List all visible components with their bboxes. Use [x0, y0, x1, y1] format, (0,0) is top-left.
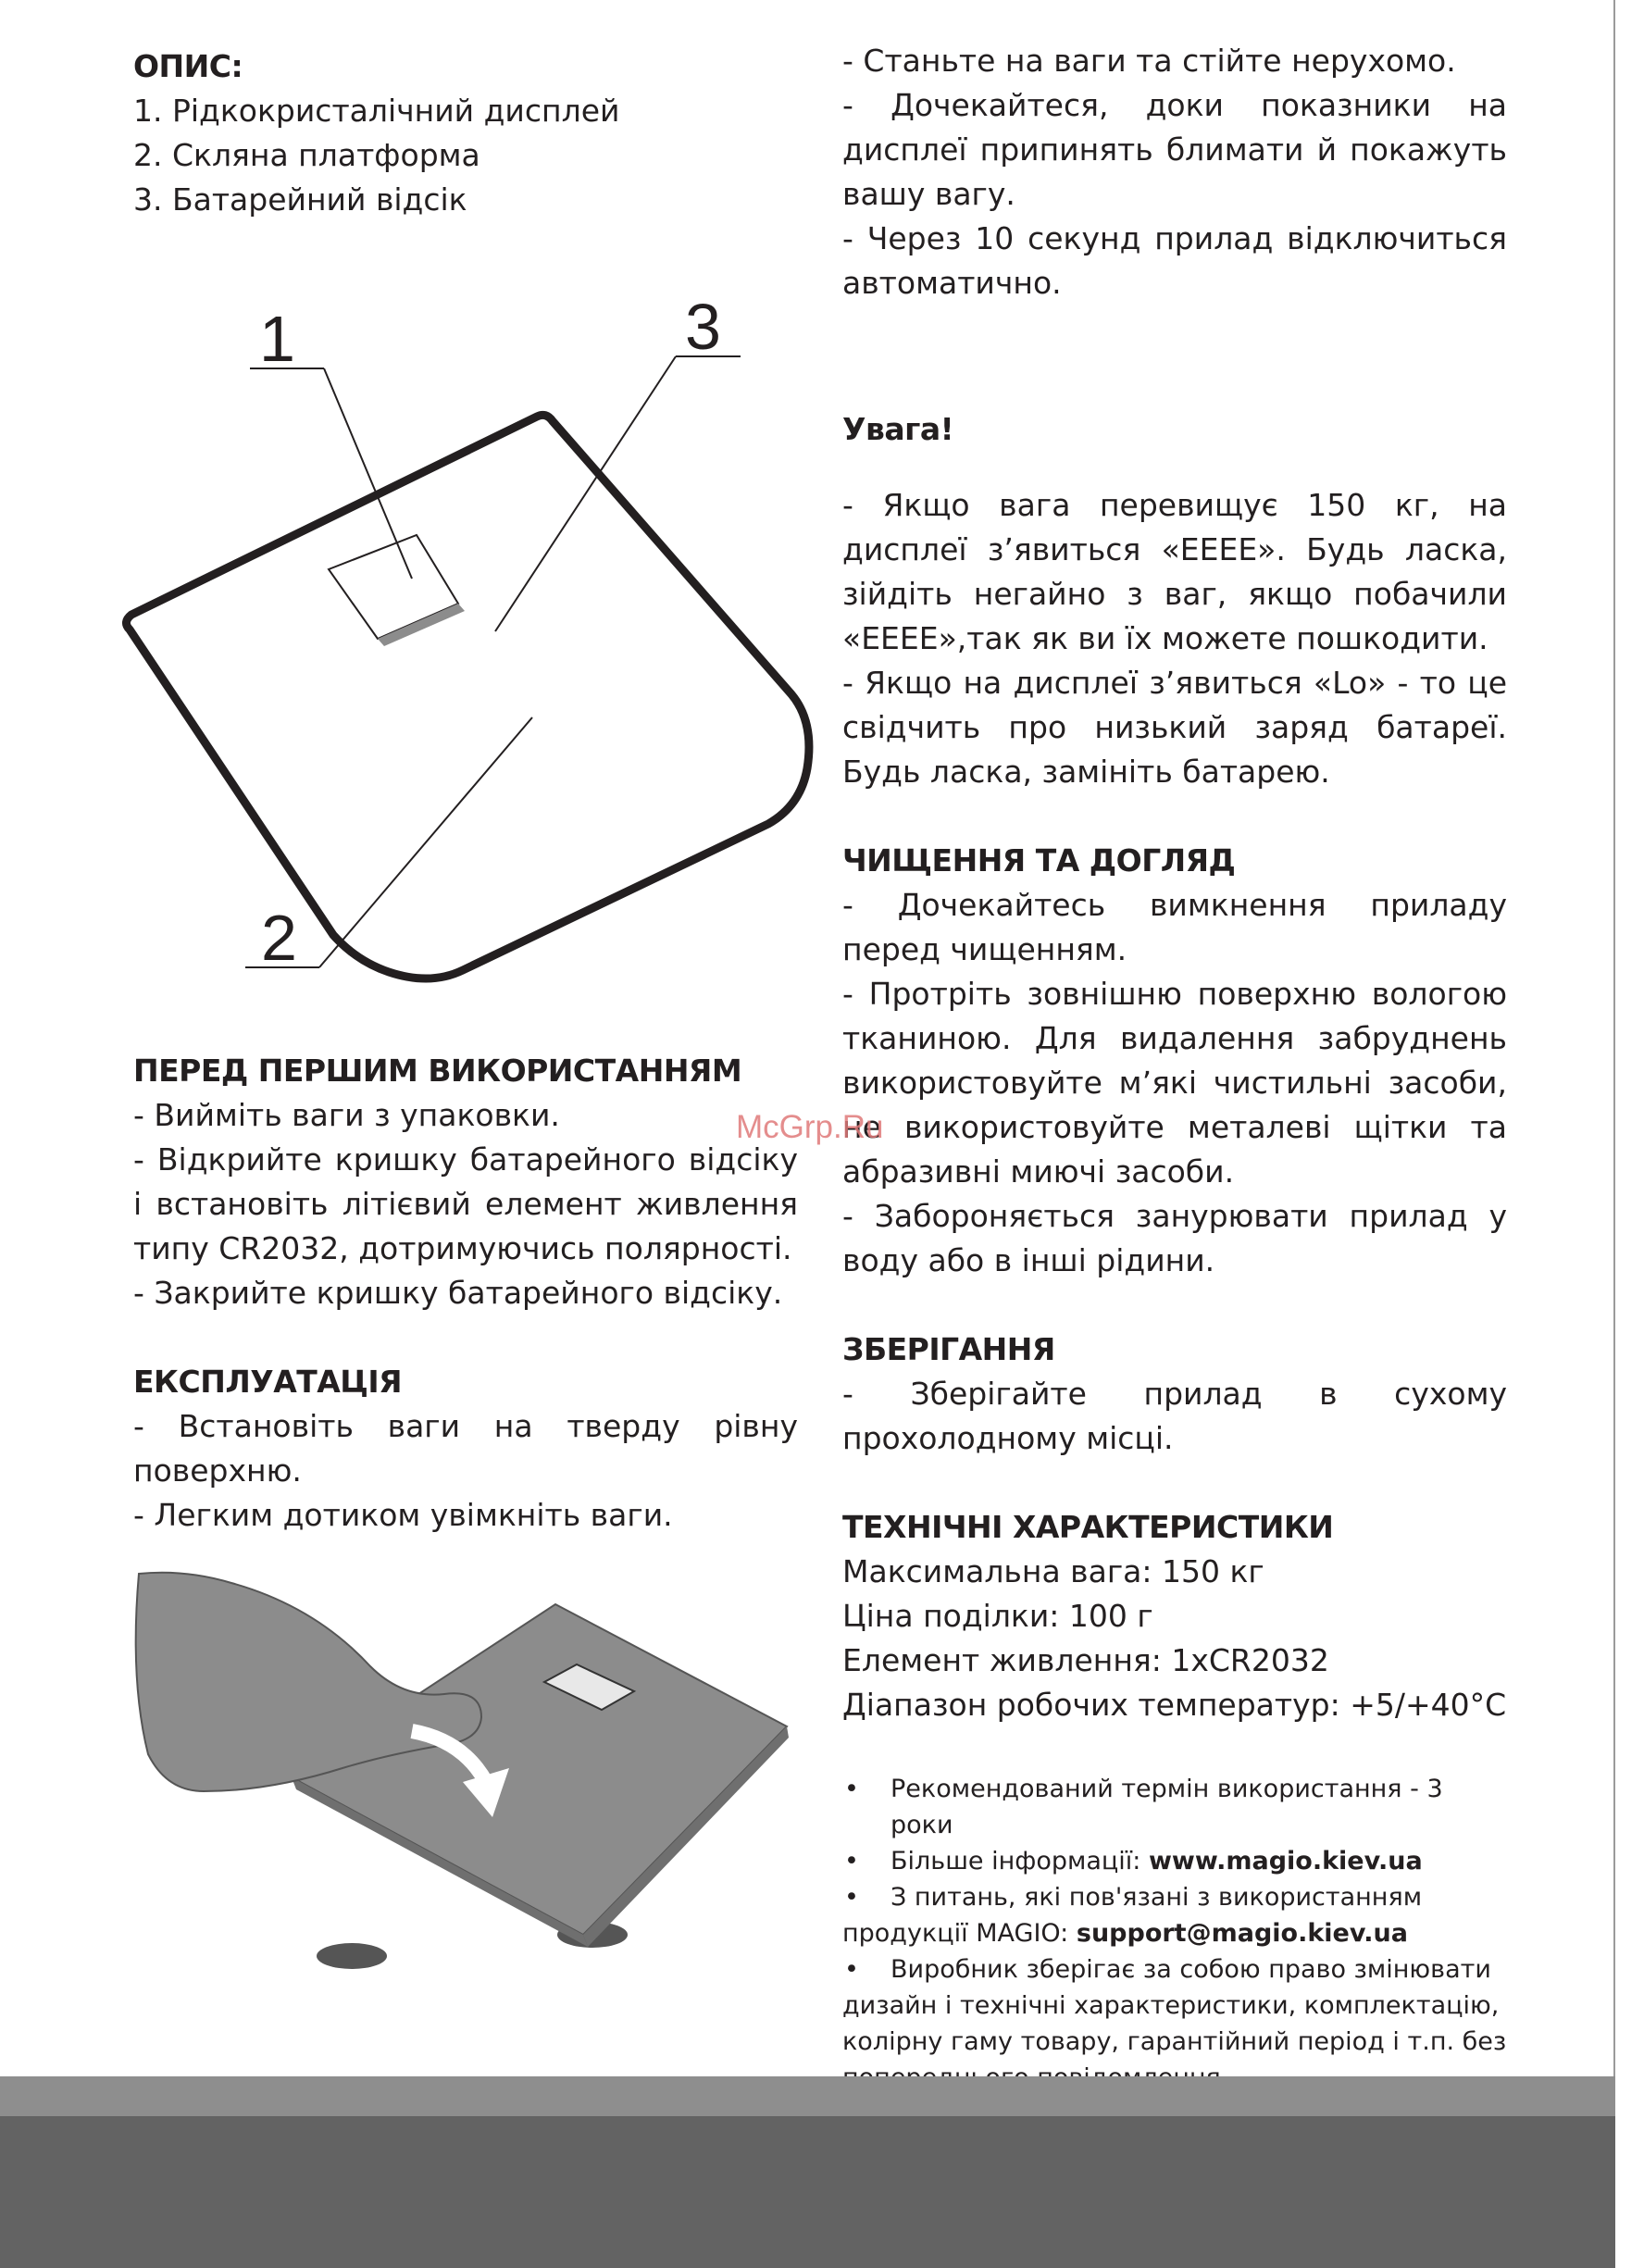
- label-3: 3: [685, 291, 721, 363]
- warning-section: [842, 407, 1507, 1727]
- note-item: [842, 1843, 1507, 1879]
- specs-title: ТЕХНІЧНІ ХАРАКТЕРИСТИКИ: [842, 1509, 1334, 1545]
- scale-platform: [292, 1604, 787, 1935]
- notes-section: [842, 1771, 1507, 2096]
- description-section: [133, 44, 798, 222]
- spec-row: Максимальна вага: 150 кг: [842, 1553, 1264, 1589]
- spec-row: Ціна поділки: 100 г: [842, 1598, 1153, 1634]
- cleaning-item: - Протріть зовнішню поверхню вологою тканиною. Для видалення забруднень використовуйте м’які чистильні засоби, не використовуйте металеві щітки та абразивні миючі засоби.: [842, 976, 1507, 1190]
- label-2: 2: [261, 902, 297, 974]
- note-item: • Виробник зберігає за собою право змінювати: [842, 1951, 1507, 1988]
- watermark: McGrp.Ru: [736, 1109, 884, 1145]
- support-email-link[interactable]: support@magio.kiev.ua: [1076, 1919, 1408, 1948]
- website-link[interactable]: www.magio.kiev.ua: [1148, 1847, 1423, 1875]
- leader-line-2: [319, 717, 532, 967]
- foot-on-scale-illustration: [130, 1569, 796, 1976]
- description-item: 1. Рідкокристалічний дисплей: [133, 93, 620, 129]
- usage-step: - Станьте на ваги та стійте нерухомо.: [842, 43, 1456, 79]
- spec-row: Елемент живлення: 1xCR2032: [842, 1642, 1329, 1678]
- description-item: 2. Скляна платформа: [133, 137, 480, 173]
- description-title: ОПИС:: [133, 48, 243, 84]
- warning-item: - Якщо вага перевищує 150 кг, на дисплеї з’явиться «EEEE». Будь ласка, зійдіть негайно з ваг, якщо побачили «EEEE»,так як ви їх можете пошкодити.: [842, 487, 1507, 656]
- operation-title: ЕКСПЛУАТАЦІЯ: [133, 1364, 403, 1400]
- note-item: [842, 1915, 1507, 1951]
- scale-outline: [126, 415, 808, 978]
- cleaning-title: ЧИЩЕННЯ ТА ДОГЛЯД: [842, 842, 1236, 879]
- display-outline: [329, 535, 458, 639]
- usage-step: - Дочекайтеся, доки показники на дисплеї припинять блимати й покажуть вашу вагу.: [842, 87, 1507, 212]
- warning-title: Увага!: [842, 411, 954, 447]
- first-use-step: - Вийміть ваги з упаковки.: [133, 1097, 560, 1133]
- leader-line-1: [324, 368, 412, 579]
- storage-title: ЗБЕРІГАННЯ: [842, 1331, 1055, 1367]
- operation-step: - Легким дотиком увімкніть ваги.: [133, 1497, 673, 1533]
- cleaning-item: - Забороняється занурювати прилад у воду або в інші рідини.: [842, 1198, 1507, 1278]
- note-item: • З питань, які пов'язані з використанням: [842, 1879, 1507, 1915]
- description-item: 3. Батарейний відсік: [133, 181, 467, 218]
- note-item: дизайн і технічні характеристики, комплектацію, колірну гаму товару, гарантійний період і т.п. без: [842, 1991, 1507, 2056]
- usage-step: - Через 10 секунд прилад відключиться автоматично.: [842, 220, 1507, 301]
- note-text: Більше інформації:: [890, 1847, 1141, 1875]
- storage-item: - Зберігайте прилад в сухому прохолодному місці.: [842, 1376, 1507, 1456]
- label-1: 1: [259, 303, 295, 375]
- leader-line-3: [495, 356, 676, 631]
- cleaning-item: - Дочекайтесь вимкнення приладу перед чищенням.: [842, 887, 1507, 967]
- operation-step: - Встановіть ваги на тверду рівну поверхню.: [133, 1408, 798, 1489]
- footer-band-dark: [0, 2116, 1615, 2268]
- note-item: • Рекомендований термін використання - 3 роки: [842, 1771, 1507, 1843]
- usage-steps-section: [842, 39, 1507, 305]
- scale-diagram: [111, 287, 833, 1009]
- warning-item: - Якщо на дисплеї з’явиться «Lo» - то це свідчить про низький заряд батареї. Будь ласка, замініть батарею.: [842, 665, 1507, 790]
- scale-foot: [317, 1943, 387, 1969]
- footer-band-light: [0, 2076, 1615, 2116]
- note-text: продукції MAGIO:: [842, 1919, 1069, 1948]
- first-use-step: - Відкрийте кришку батарейного відсіку і встановіть літієвий елемент живлення типу CR2032, дотримуючись полярності.: [133, 1141, 798, 1266]
- display-shadow: [378, 604, 465, 646]
- spec-row: Діапазон робочих температур: +5/+40°С: [842, 1687, 1507, 1723]
- first-use-section: [133, 1049, 798, 1538]
- first-use-title: ПЕРЕД ПЕРШИМ ВИКОРИСТАННЯМ: [133, 1053, 742, 1089]
- first-use-step: - Закрийте кришку батарейного відсіку.: [133, 1275, 783, 1311]
